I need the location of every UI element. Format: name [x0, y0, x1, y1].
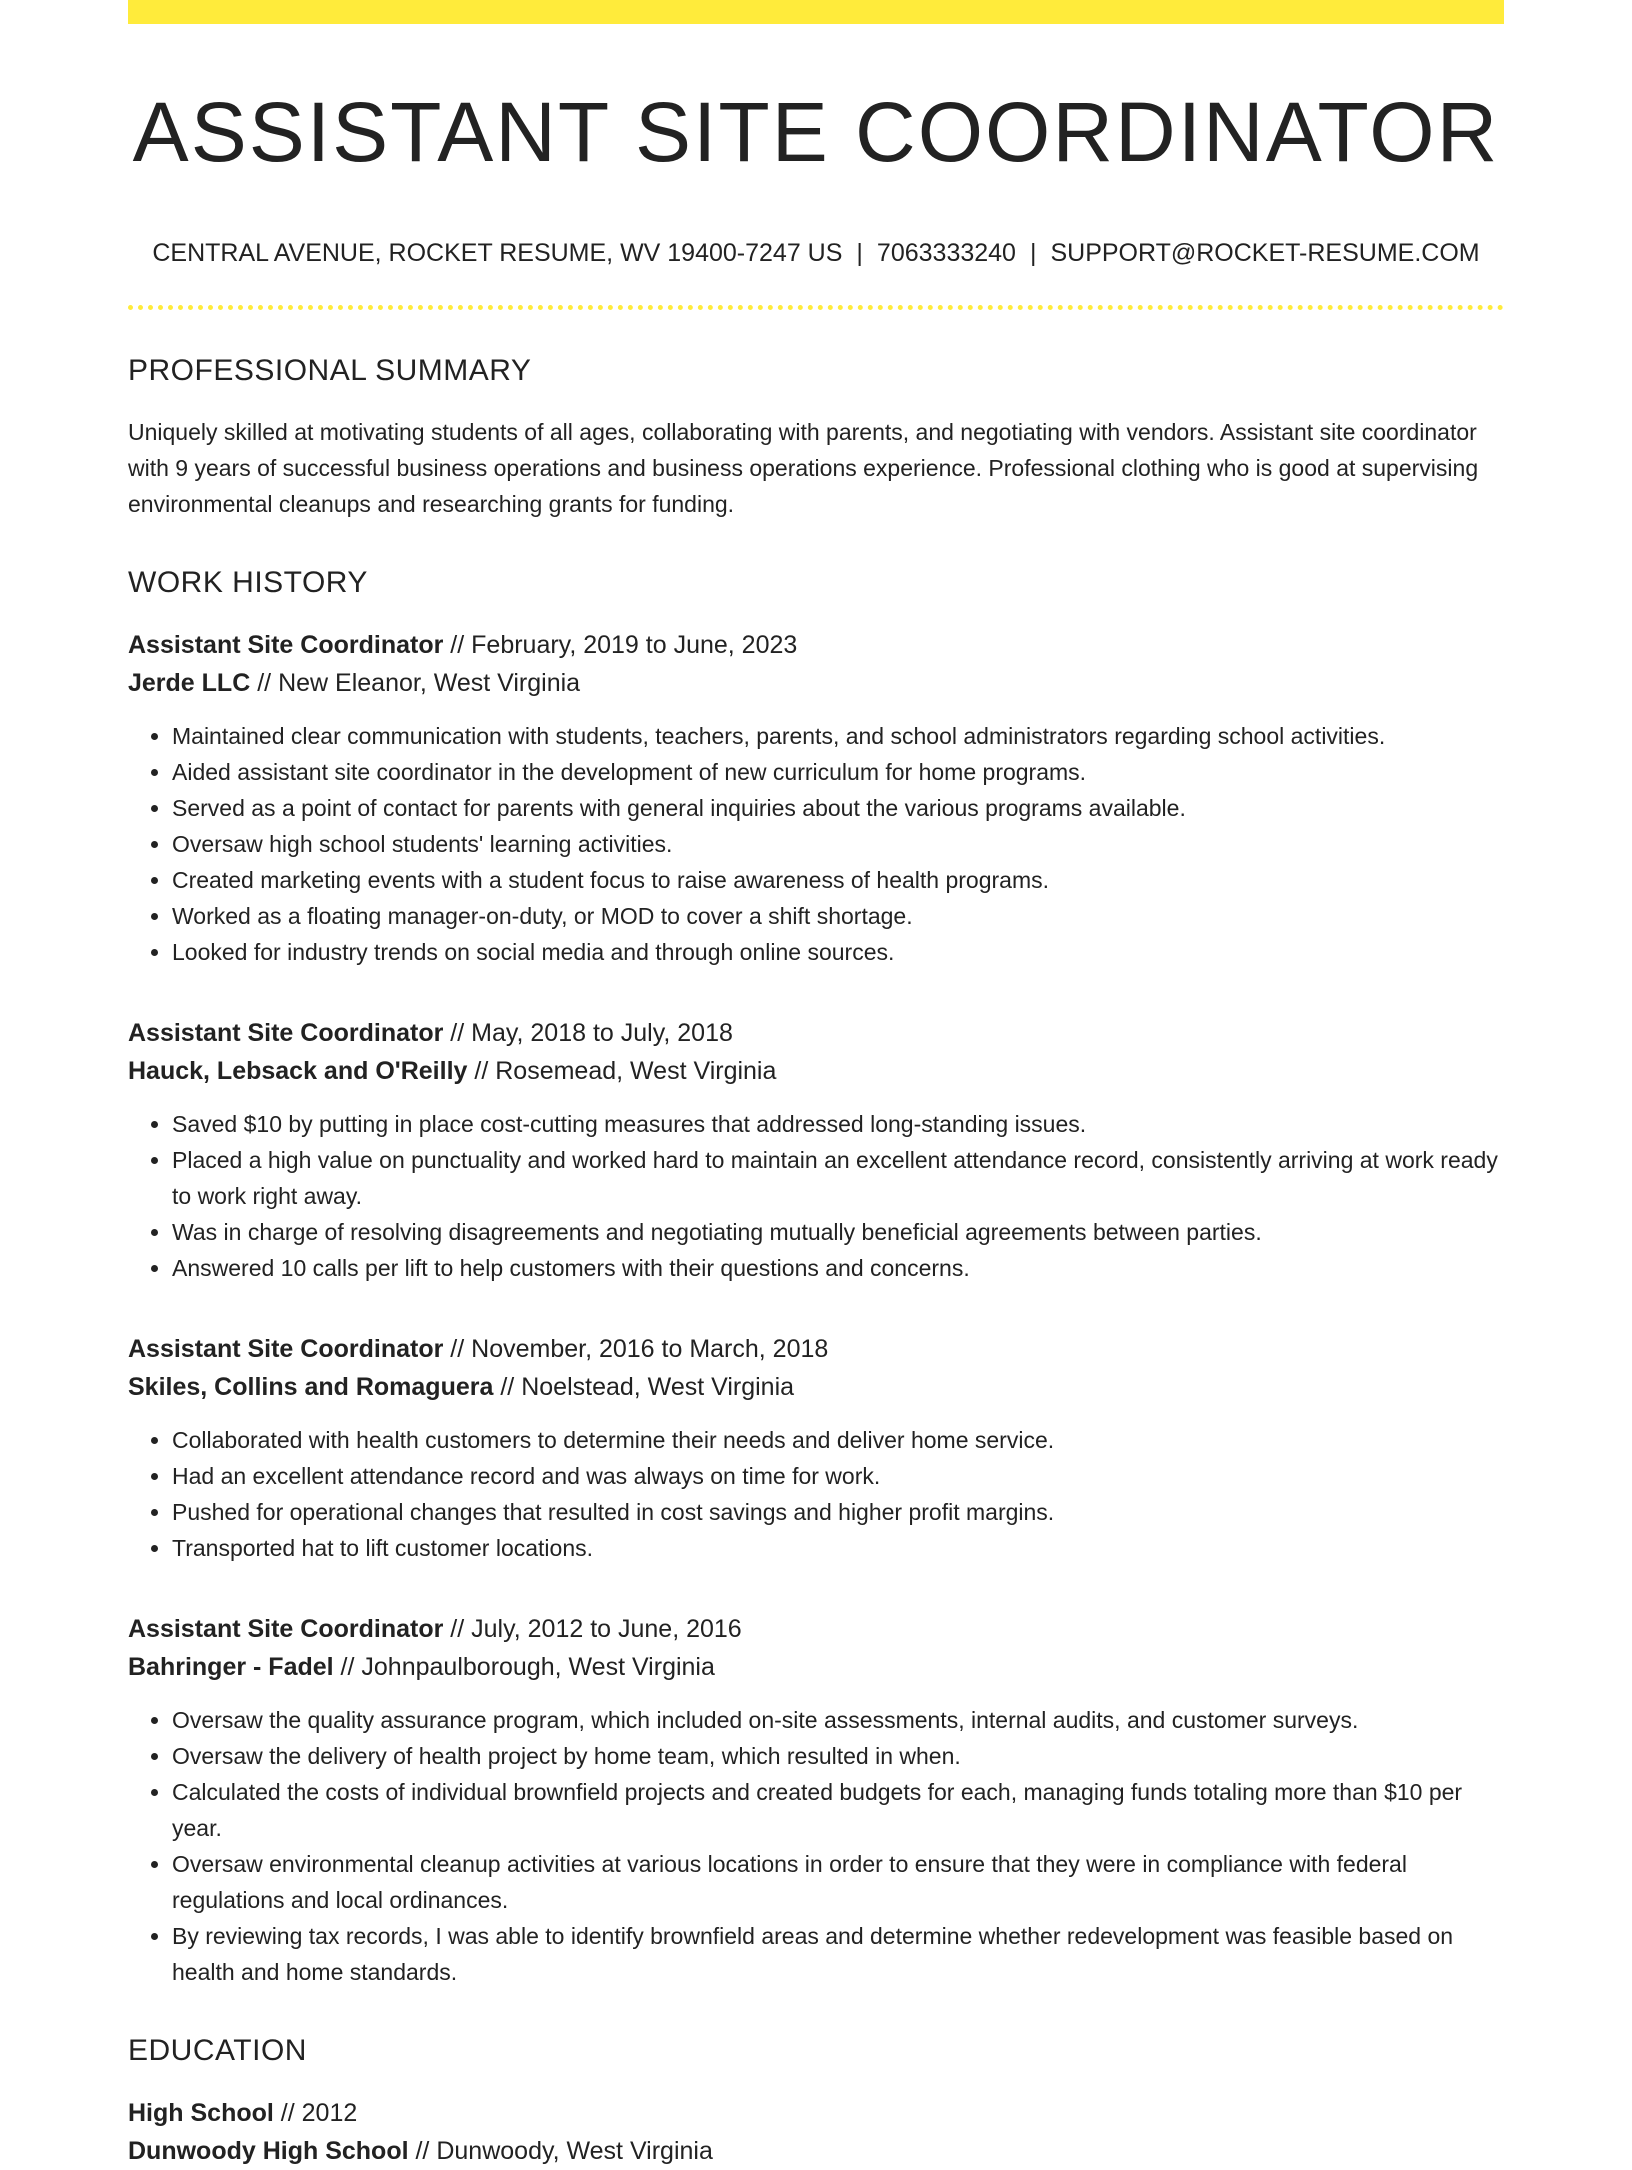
job-company-line: [128, 1648, 1504, 1686]
education-year: 2012: [301, 2099, 358, 2128]
job-divider: //: [340, 1653, 355, 1682]
job-divider: //: [257, 669, 272, 698]
education-degree-line: [128, 2094, 1504, 2132]
job-bullet: • Oversaw high school students' learning activities.: [172, 826, 1504, 862]
job-entry: [128, 1330, 1504, 1566]
job-company-line: [128, 1368, 1504, 1406]
education-location: Dunwoody, West Virginia: [436, 2137, 713, 2166]
job-bullet: • Placed a high value on punctuality and worked hard to maintain an excellent attendance record, consistently arriving at work ready to work right away.: [172, 1142, 1504, 1214]
job-bullet: • Collaborated with health customers to determine their needs and deliver home service.: [172, 1422, 1504, 1458]
job-bullet: • Maintained clear communication with students, teachers, parents, and school administrators regarding school activities.: [172, 718, 1504, 754]
job-bullet: • Saved $10 by putting in place cost-cutting measures that addressed long-standing issues.: [172, 1106, 1504, 1142]
job-bullet-list: [128, 1702, 1504, 1990]
job-title: Assistant Site Coordinator: [128, 1335, 444, 1364]
job-bullet-list: [128, 1106, 1504, 1286]
job-location: Noelstead, West Virginia: [521, 1373, 795, 1402]
job-bullet: • Worked as a floating manager-on-duty, or MOD to cover a shift shortage.: [172, 898, 1504, 934]
job-company: Jerde LLC: [128, 669, 251, 698]
education-degree: High School: [128, 2099, 274, 2128]
job-bullet: • Oversaw the quality assurance program, which included on-site assessments, internal audits, and customer surveys.: [172, 1702, 1504, 1738]
job-location: New Eleanor, West Virginia: [278, 669, 581, 698]
education-entry: [128, 2094, 1504, 2170]
job-company: Skiles, Collins and Romaguera: [128, 1373, 494, 1402]
job-entry: [128, 626, 1504, 970]
job-divider: //: [500, 1373, 515, 1402]
education-divider: //: [415, 2137, 430, 2166]
education-divider: //: [280, 2099, 295, 2128]
job-bullet: • Pushed for operational changes that resulted in cost savings and higher profit margins.: [172, 1494, 1504, 1530]
job-title: Assistant Site Coordinator: [128, 631, 444, 660]
contact-address: CENTRAL AVENUE, ROCKET RESUME, WV 19400-7247 US: [152, 238, 843, 267]
job-bullet: • Calculated the costs of individual brownfield projects and created budgets for each, managing funds totaling more than $10 per year.: [172, 1774, 1504, 1846]
work-history-list: [128, 626, 1504, 1990]
contact-line: [128, 237, 1504, 270]
job-bullet: • Created marketing events with a student focus to raise awareness of health programs.: [172, 862, 1504, 898]
job-entry: [128, 1014, 1504, 1286]
resume-title: ASSISTANT SITE COORDINATOR: [132, 85, 1500, 179]
job-title-line: [128, 1330, 1504, 1368]
job-bullet: • By reviewing tax records, I was able to identify brownfield areas and determine whether redevelopment was feasible based on health and home standards.: [172, 1918, 1504, 1990]
job-bullet: • Was in charge of resolving disagreements and negotiating mutually beneficial agreements between parties.: [172, 1214, 1504, 1250]
job-divider: //: [450, 631, 465, 660]
job-title-line: [128, 1014, 1504, 1052]
contact-separator: |: [856, 238, 863, 267]
summary-text: Uniquely skilled at motivating students of all ages, collaborating with parents, and negotiating with vendors. Assistant site coordinator with 9 years of successful business operations and business operations experience. Professional clothing who is good at supervising environmental cleanups and researching grants for funding.: [128, 419, 1479, 518]
contact-phone: 7063333240: [876, 238, 1016, 267]
job-title: Assistant Site Coordinator: [128, 1019, 444, 1048]
education-heading: EDUCATION: [128, 2034, 307, 2068]
job-bullet: • Served as a point of contact for parents with general inquiries about the various programs available.: [172, 790, 1504, 826]
job-bullet: • Oversaw the delivery of health project by home team, which resulted in when.: [172, 1738, 1504, 1774]
job-bullet: • Looked for industry trends on social media and through online sources.: [172, 934, 1504, 970]
job-divider: //: [450, 1335, 465, 1364]
job-entry: [128, 1610, 1504, 1990]
job-bullet: • Oversaw environmental cleanup activities at various locations in order to ensure that they were in compliance with federal regulations and local ordinances.: [172, 1846, 1504, 1918]
job-company-line: [128, 664, 1504, 702]
contact-email: SUPPORT@ROCKET-RESUME.COM: [1050, 238, 1480, 267]
job-bullet: • Aided assistant site coordinator in the development of new curriculum for home programs.: [172, 754, 1504, 790]
work-history-heading: WORK HISTORY: [128, 566, 368, 600]
job-company: Hauck, Lebsack and O'Reilly: [128, 1057, 468, 1086]
job-title: Assistant Site Coordinator: [128, 1615, 444, 1644]
job-company-line: [128, 1052, 1504, 1090]
job-title-line: [128, 626, 1504, 664]
education-school: Dunwoody High School: [128, 2137, 409, 2166]
job-divider: //: [450, 1615, 465, 1644]
job-location: Rosemead, West Virginia: [495, 1057, 777, 1086]
job-dates: February, 2019 to June, 2023: [471, 631, 798, 660]
job-bullet: • Answered 10 calls per lift to help customers with their questions and concerns.: [172, 1250, 1504, 1286]
contact-separator: |: [1029, 238, 1037, 267]
job-bullet-list: [128, 1422, 1504, 1566]
summary-heading: PROFESSIONAL SUMMARY: [128, 354, 532, 388]
job-bullet-list: [128, 718, 1504, 970]
job-divider: //: [450, 1019, 465, 1048]
dotted-divider: [128, 305, 1504, 310]
job-company: Bahringer - Fadel: [128, 1653, 334, 1682]
job-divider: //: [474, 1057, 489, 1086]
education-school-line: [128, 2132, 1504, 2170]
job-title-line: [128, 1610, 1504, 1648]
job-dates: May, 2018 to July, 2018: [471, 1019, 733, 1048]
job-bullet: • Transported hat to lift customer locations.: [172, 1530, 1504, 1566]
resume-page: [128, 0, 1504, 2170]
job-dates: November, 2016 to March, 2018: [471, 1335, 829, 1364]
job-dates: July, 2012 to June, 2016: [471, 1615, 742, 1644]
accent-top-bar: [128, 0, 1504, 24]
job-location: Johnpaulborough, West Virginia: [361, 1653, 715, 1682]
job-bullet: • Had an excellent attendance record and was always on time for work.: [172, 1458, 1504, 1494]
